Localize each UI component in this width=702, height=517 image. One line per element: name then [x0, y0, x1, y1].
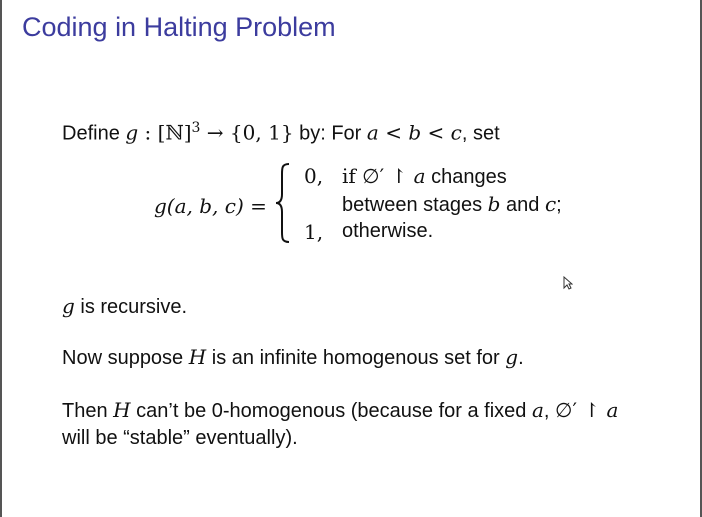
case1-if: if ∅′ ↾: [342, 164, 414, 188]
then-pre: Then: [62, 400, 114, 422]
define-text: Define: [62, 122, 126, 145]
case2-value: 1,: [304, 220, 324, 244]
var-b: b: [408, 120, 422, 145]
then-var-a: a: [531, 398, 544, 422]
recursive-statement: [62, 292, 187, 321]
var-c: c: [450, 120, 462, 145]
then-comma: ,: [543, 400, 556, 422]
suppose-mid: is an infinite homogenous set for: [206, 347, 506, 369]
case2-condition: otherwise.: [342, 220, 434, 242]
suppose-pre: Now suppose: [62, 347, 189, 369]
piecewise-definition: [154, 160, 614, 250]
colon: :: [138, 120, 158, 145]
set-text: , set: [461, 122, 500, 145]
recursive-var-g: g: [62, 294, 75, 318]
then-var-a2: a: [606, 398, 619, 422]
by-text: by: For: [293, 122, 367, 145]
less-than-1: <: [378, 120, 409, 145]
function-lhs: g(a, b, c) =: [154, 194, 267, 218]
then-restriction: ∅′ ↾: [555, 398, 607, 422]
domain: [ℕ]: [157, 120, 192, 145]
suppose-var-g: g: [505, 345, 519, 369]
definition-line: [62, 114, 500, 148]
then-var-h: H: [113, 398, 131, 422]
var-g: g: [125, 120, 139, 145]
case1-var-a: a: [413, 164, 426, 188]
then-statement-line2: will be “stable” eventually).: [62, 427, 298, 449]
suppose-var-h: H: [188, 345, 207, 369]
var-a: a: [366, 120, 379, 145]
case1-semicolon: ;: [556, 194, 562, 216]
case1-var-c: c: [544, 192, 557, 216]
case1-and: and: [500, 194, 545, 216]
case1-condition-cont: [342, 192, 562, 217]
case1-var-b: b: [487, 192, 501, 216]
case1-value: 0,: [304, 164, 324, 188]
then-statement-line1: [62, 396, 618, 425]
codomain: → {0, 1}: [200, 120, 294, 145]
case1-condition: [342, 164, 507, 189]
mouse-cursor-icon: [563, 276, 573, 290]
suppose-end: .: [518, 347, 524, 369]
case1-changes: changes: [425, 166, 507, 188]
left-brace: [274, 162, 292, 244]
slide-title: Coding in Halting Problem: [22, 12, 336, 42]
suppose-statement: [62, 343, 524, 372]
recursive-text: is recursive.: [74, 296, 188, 318]
then-mid: can’t be 0-homogenous (because for a fixed: [130, 400, 532, 422]
less-than-2: <: [421, 120, 451, 145]
case1-between: between stages: [342, 194, 488, 216]
exponent: 3: [191, 120, 201, 136]
